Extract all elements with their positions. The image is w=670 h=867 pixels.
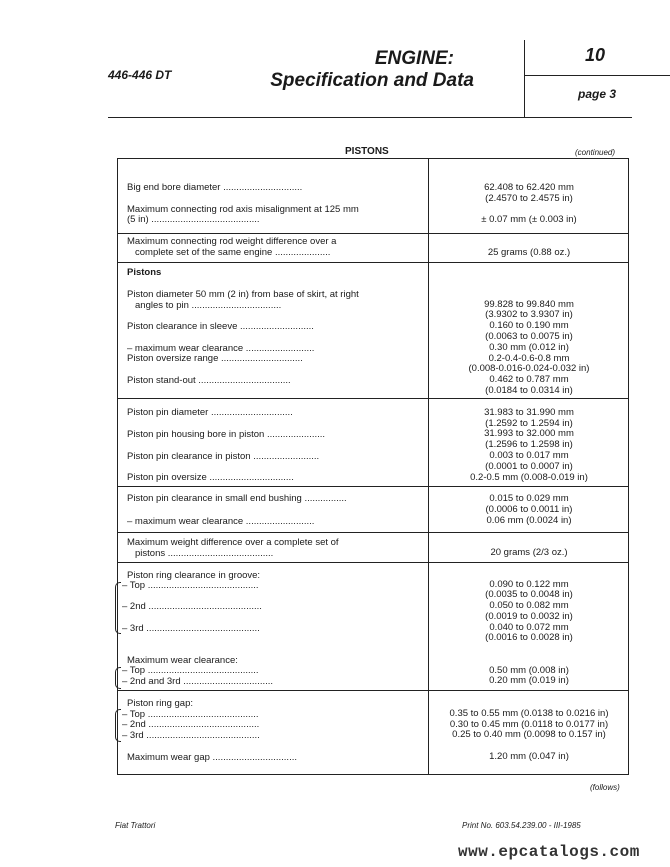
spec-value: 0.462 to 0.787 mm	[489, 374, 569, 385]
spec-value: 20 grams (2/3 oz.)	[490, 547, 568, 558]
spec-label: – Top ..........................................	[122, 709, 259, 720]
spec-label: – Top ..........................................	[122, 665, 259, 676]
spec-label: complete set of the same engine .....................	[135, 247, 331, 258]
row-divider	[117, 486, 629, 487]
spec-value: 31.983 to 31.990 mm	[484, 407, 574, 418]
row-divider	[117, 562, 629, 563]
spec-label: – 3rd ...........................................	[122, 730, 260, 741]
spec-value: 0.50 mm (0.008 in)	[489, 665, 569, 676]
spec-label: – 3rd ...........................................	[122, 623, 260, 634]
spec-value: 0.30 mm (0.012 in)	[489, 342, 569, 353]
header-divider-vertical	[524, 40, 525, 117]
spec-value: (2.4570 to 2.4575 in)	[485, 193, 573, 204]
spec-value: 0.06 mm (0.0024 in)	[486, 515, 572, 526]
spec-value: 62.408 to 62.420 mm	[484, 182, 574, 193]
footer-publisher: Fiat Trattori	[115, 821, 156, 830]
spec-label: Piston pin housing bore in piston ......................	[127, 429, 326, 440]
spec-value: 0.2-0.4-0.6-0.8 mm	[488, 353, 570, 364]
spec-label: – 2nd and 3rd ..................................	[122, 676, 274, 687]
spec-label: Piston stand-out ...................................	[127, 375, 291, 386]
spec-label: – 2nd ...........................................	[122, 601, 262, 612]
header-rule	[108, 117, 632, 118]
page-label: page 3	[578, 87, 617, 101]
spec-value: (0.0016 to 0.0028 in)	[485, 632, 573, 643]
bracket	[115, 709, 121, 742]
page-title-line2: Specification and Data	[270, 70, 474, 91]
header-divider-horizontal	[524, 75, 670, 76]
section-title: PISTONS	[345, 146, 389, 157]
model-label: 446-446 DT	[108, 68, 172, 82]
group-heading: Maximum wear clearance:	[127, 655, 238, 666]
continued-note: (continued)	[575, 148, 616, 157]
footer-print-number: Print No. 603.54.239.00 - III-1985	[462, 821, 581, 830]
row-divider	[117, 233, 629, 234]
spec-value: 1.20 mm (0.047 in)	[489, 751, 569, 762]
spec-value: 0.090 to 0.122 mm	[489, 579, 569, 590]
section-number: 10	[585, 45, 606, 65]
spec-label: pistons ........................................	[135, 548, 274, 559]
spec-value: 0.040 to 0.072 mm	[489, 622, 569, 633]
spec-value: 31.993 to 32.000 mm	[484, 428, 574, 439]
spec-value: 0.050 to 0.082 mm	[489, 600, 569, 611]
spec-value: 0.25 to 0.40 mm (0.0098 to 0.157 in)	[452, 729, 606, 740]
spec-value: 0.2-0.5 mm (0.008-0.019 in)	[470, 472, 588, 483]
group-heading: Piston ring clearance in groove:	[127, 570, 261, 581]
row-divider	[117, 262, 629, 263]
spec-label: Piston oversize range ...............................	[127, 353, 303, 364]
spec-value: 0.20 mm (0.019 in)	[489, 675, 569, 686]
page-title-line1: ENGINE:	[374, 48, 454, 69]
spec-value: 99.828 to 99.840 mm	[484, 299, 574, 310]
spec-value: 0.35 to 0.55 mm (0.0138 to 0.0216 in)	[449, 708, 609, 719]
watermark: www.epcatalogs.com	[458, 843, 640, 861]
spec-value: 0.30 to 0.45 mm (0.0118 to 0.0177 in)	[449, 719, 609, 730]
spec-label: Maximum connecting rod weight difference over a	[127, 236, 337, 247]
spec-label: Maximum wear gap ................................	[127, 752, 297, 763]
row-divider	[117, 398, 629, 399]
spec-value: (3.9302 to 3.9307 in)	[485, 309, 573, 320]
spec-value: (0.0001 to 0.0007 in)	[485, 461, 573, 472]
spec-label: Maximum connecting rod axis misalignment at 125 mm	[127, 204, 359, 215]
row-divider	[117, 532, 629, 533]
spec-label: Big end bore diameter ..............................	[127, 182, 303, 193]
spec-label: angles to pin ..................................	[135, 300, 282, 311]
spec-value: (0.0184 to 0.0314 in)	[485, 385, 573, 396]
spec-label: (5 in) .........................................	[127, 214, 260, 225]
spec-label: Piston pin diameter ...............................	[127, 407, 293, 418]
spec-value: 0.015 to 0.029 mm	[489, 493, 569, 504]
bracket	[115, 667, 121, 689]
spec-value: (0.0063 to 0.0075 in)	[485, 331, 573, 342]
bracket	[115, 582, 121, 634]
spec-value: ± 0.07 mm (± 0.003 in)	[481, 214, 577, 225]
spec-value: (0.008-0.016-0.024-0.032 in)	[468, 363, 590, 374]
follows-note: (follows)	[590, 783, 620, 792]
spec-label: – maximum wear clearance ..........................	[127, 516, 315, 527]
spec-value: (0.0006 to 0.0011 in)	[485, 504, 573, 515]
group-heading: Piston ring gap:	[127, 698, 194, 709]
spec-label: Maximum weight difference over a complete set of	[127, 537, 339, 548]
spec-value: 25 grams (0.88 oz.)	[487, 247, 571, 258]
spec-value: 0.160 to 0.190 mm	[489, 320, 569, 331]
group-heading: Pistons	[127, 267, 162, 278]
spec-value: 0.003 to 0.017 mm	[489, 450, 569, 461]
row-divider	[117, 690, 629, 691]
spec-label: – Top ..........................................	[122, 580, 259, 591]
spec-label: Piston clearance in sleeve ............................	[127, 321, 314, 332]
spec-label: – maximum wear clearance ..........................	[127, 343, 315, 354]
spec-label: – 2nd ..........................................	[122, 719, 260, 730]
spec-label: Piston diameter 50 mm (2 in) from base of skirt, at right	[127, 289, 359, 300]
spec-value: (1.2596 to 1.2598 in)	[485, 439, 573, 450]
spec-label: Piston pin clearance in piston .........................	[127, 451, 320, 462]
spec-value: (0.0019 to 0.0032 in)	[485, 611, 573, 622]
spec-label: Piston pin clearance in small end bushing ................	[127, 493, 347, 504]
spec-label: Piston pin oversize ................................	[127, 472, 294, 483]
spec-value: (0.0035 to 0.0048 in)	[485, 589, 573, 600]
spec-value: (1.2592 to 1.2594 in)	[485, 418, 573, 429]
